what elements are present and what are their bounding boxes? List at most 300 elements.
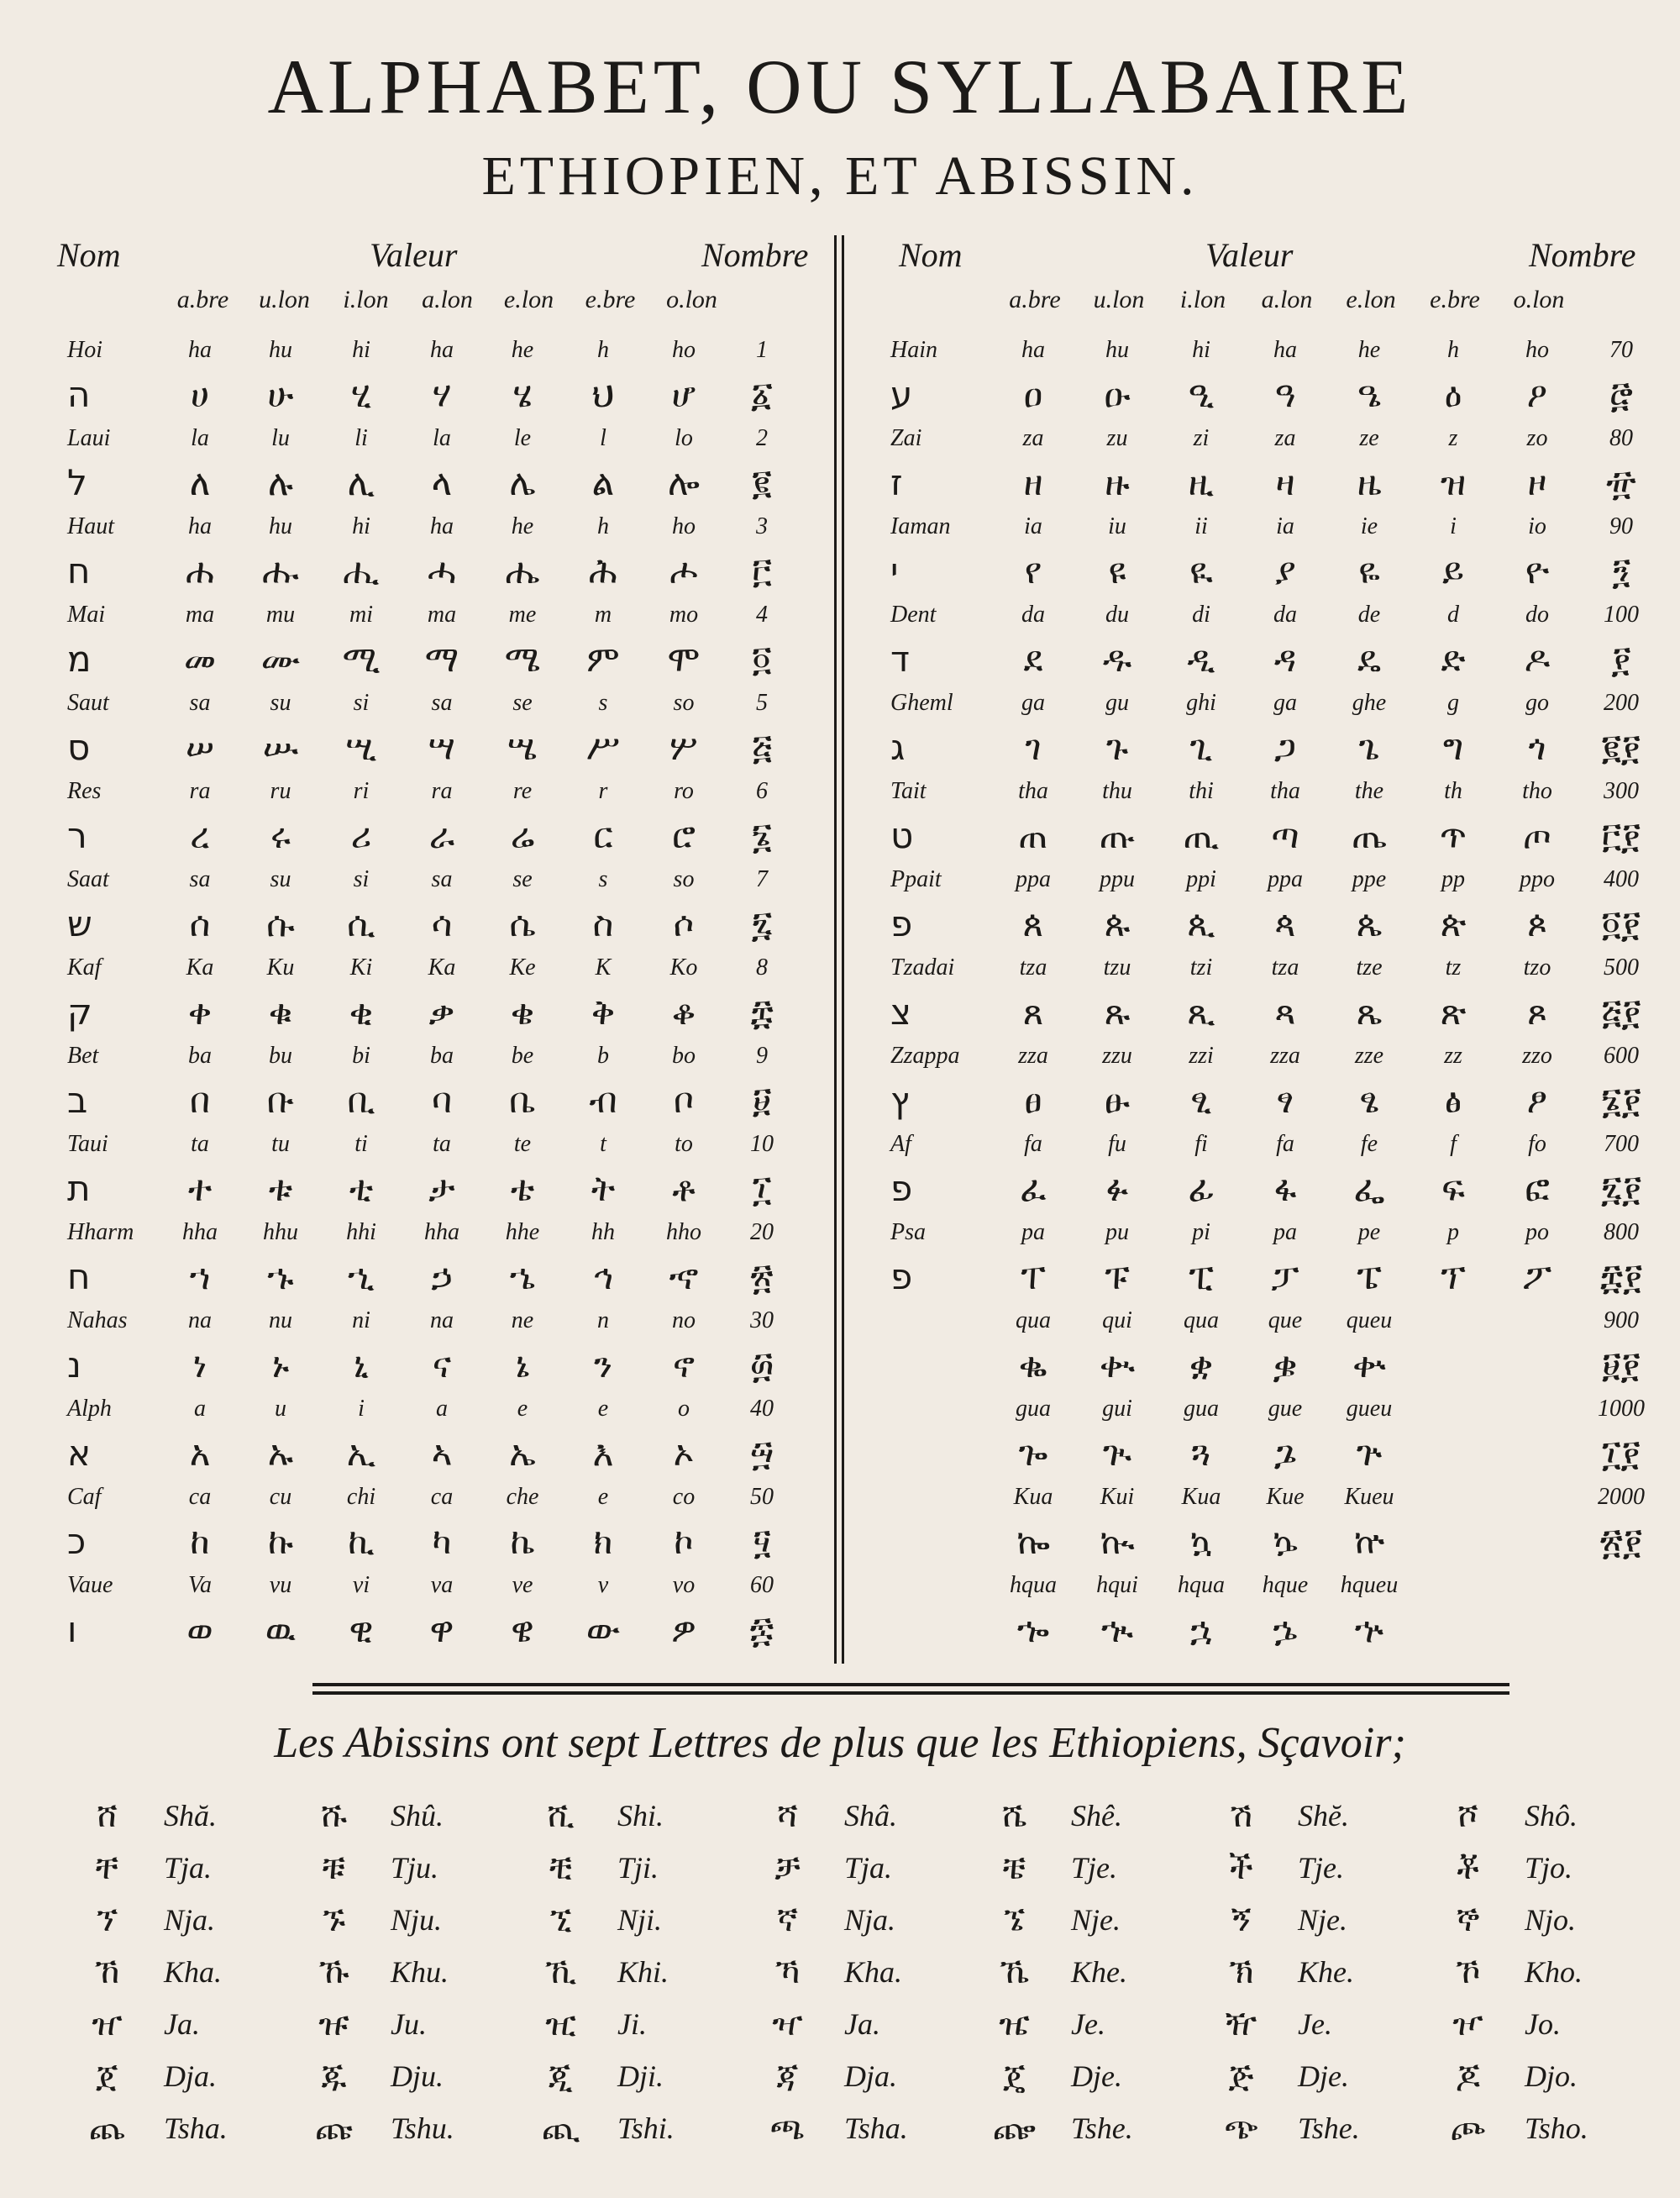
- glyph-row: [50, 1603, 832, 1656]
- ethiopic-numeral: ፫: [752, 550, 772, 592]
- syllable-value: i: [358, 1396, 365, 1422]
- syllable-value: chi: [346, 1484, 376, 1510]
- ethiopic-glyph: ኡ: [267, 1432, 294, 1474]
- number-value: 3: [756, 513, 768, 539]
- syllable-value: hi: [352, 513, 370, 539]
- syllable-value: Ka: [186, 954, 214, 981]
- ethiopic-glyph: ድ: [1441, 638, 1466, 680]
- ethiopic-glyph: ሡ: [262, 726, 299, 768]
- letter-name: Caf: [67, 1484, 102, 1510]
- abyssinian-glyph: ሺ: [547, 1796, 575, 1835]
- ethiopic-glyph: ባ: [431, 1079, 453, 1121]
- letter-name: Mai: [67, 602, 106, 628]
- abyssinian-glyph: ቾ: [1457, 1848, 1479, 1887]
- syllable-value: Kua: [1181, 1484, 1221, 1510]
- ethiopic-glyph: ጣ: [1271, 814, 1299, 856]
- syllable-value: ra: [431, 778, 453, 804]
- letter-entry: [874, 1215, 1663, 1303]
- syllable-value: Kueu: [1344, 1484, 1394, 1510]
- syllable-value: bu: [269, 1043, 292, 1069]
- ethiopic-glyph: ካ: [432, 1520, 452, 1562]
- ethiopic-glyph: ፁ: [1104, 1079, 1131, 1121]
- ethiopic-glyph: ሊ: [347, 461, 375, 503]
- ethiopic-glyph: ሴ: [509, 902, 536, 944]
- letter-name: Saut: [67, 690, 109, 716]
- abyssinian-value: Dje.: [1071, 2059, 1122, 2093]
- hebrew-letter: מ: [67, 639, 92, 680]
- ethiopic-glyph: ጶ: [1527, 902, 1547, 944]
- letter-entry: [50, 1480, 832, 1568]
- abyssinian-glyph: ሾ: [1457, 1796, 1478, 1835]
- transliteration-row: [874, 862, 1663, 897]
- vowel-label: e.lon: [1346, 286, 1396, 313]
- ethiopic-numeral: ፭: [751, 726, 773, 768]
- abyssinian-value: Tshe.: [1071, 2111, 1133, 2145]
- syllable-value: ca: [430, 1484, 454, 1510]
- number-value: 8: [756, 954, 768, 981]
- ethiopic-numeral: ፪፻: [1601, 726, 1641, 768]
- abyssinian-value: Shă.: [164, 1799, 217, 1833]
- ethiopic-glyph: ዙ: [1105, 461, 1130, 503]
- ethiopic-glyph: ሑ: [262, 550, 299, 592]
- syllable-value: Ka: [428, 954, 456, 981]
- ethiopic-glyph: ደ: [1023, 638, 1043, 680]
- ethiopic-glyph: ጕ: [1356, 1432, 1383, 1474]
- syllable-value: he: [511, 513, 534, 539]
- syllable-value: Va: [188, 1572, 212, 1598]
- number-value: 2000: [1598, 1484, 1645, 1510]
- ethiopic-numeral: ፶: [753, 1520, 771, 1562]
- syllable-value: va: [430, 1572, 454, 1598]
- ethiopic-glyph: ጼ: [1356, 991, 1383, 1033]
- ethiopic-glyph: ጺ: [1187, 991, 1215, 1033]
- letter-entry: [50, 421, 832, 509]
- glyph-row: [874, 986, 1663, 1039]
- hebrew-letter: ד: [890, 639, 910, 680]
- glyph-row: [50, 1250, 832, 1303]
- abyssinian-glyph: ጫ: [769, 2109, 806, 2148]
- abyssinian-value: Khi.: [617, 1955, 669, 1989]
- ethiopic-glyph: ሁ: [267, 373, 294, 415]
- abyssinian-glyph: ሽ: [1230, 1796, 1252, 1835]
- syllable-value: di: [1192, 602, 1210, 628]
- ethiopic-glyph: ኰ: [1016, 1520, 1051, 1562]
- syllable-value: hhi: [346, 1219, 376, 1245]
- syllable-value: vu: [269, 1572, 292, 1598]
- syllable-value: Kua: [1013, 1484, 1053, 1510]
- hebrew-letter: נ: [67, 1344, 81, 1386]
- transliteration-row: [874, 1039, 1663, 1074]
- syllable-value: ve: [512, 1572, 533, 1598]
- syllable-value: ii: [1194, 513, 1208, 539]
- number-value: 4: [756, 602, 768, 628]
- syllable-value: ie: [1360, 513, 1378, 539]
- ethiopic-glyph: ዌ: [511, 1608, 534, 1650]
- syllable-value: ha: [188, 337, 212, 363]
- ethiopic-glyph: ሀ: [191, 373, 209, 415]
- hebrew-letter: ט: [890, 815, 914, 856]
- ethiopic-glyph: ኲ: [1100, 1520, 1135, 1562]
- syllable-value: na: [188, 1307, 212, 1333]
- syllable-value: vi: [352, 1572, 370, 1598]
- number-value: 70: [1609, 337, 1633, 363]
- hebrew-letter: ס: [67, 727, 91, 768]
- syllable-value: so: [673, 866, 695, 892]
- ethiopic-glyph: ቃ: [428, 991, 455, 1033]
- letter-entry: [50, 1127, 832, 1215]
- letter-name: Dent: [890, 602, 937, 628]
- syllable-value: e: [597, 1484, 609, 1510]
- syllable-value: zz: [1444, 1043, 1462, 1069]
- ethiopic-glyph: ሢ: [345, 726, 377, 768]
- ethiopic-glyph: ፃ: [1276, 1079, 1294, 1121]
- abyssinian-value: Tjo.: [1525, 1851, 1573, 1885]
- syllable-value: ha: [188, 513, 212, 539]
- transliteration-row: [50, 1568, 832, 1603]
- number-value: 60: [750, 1572, 774, 1598]
- glyph-row: [874, 1162, 1663, 1215]
- syllable-value: nu: [269, 1307, 292, 1333]
- syllable-value: ia: [1024, 513, 1042, 539]
- hebrew-letter: ה: [67, 374, 91, 415]
- ethiopic-glyph: ኣ: [431, 1432, 453, 1474]
- ethiopic-glyph: ሕ: [588, 550, 618, 592]
- ethiopic-glyph: ሤ: [507, 726, 538, 768]
- hebrew-letter: ל: [67, 462, 87, 503]
- glyph-row: [50, 1074, 832, 1127]
- vowel-label: i.lon: [343, 286, 389, 313]
- ethiopic-glyph: ስ: [592, 902, 614, 944]
- center-divider: [842, 235, 844, 1664]
- syllable-value: d: [1447, 602, 1459, 628]
- abyssinian-value: Shû.: [391, 1799, 444, 1833]
- syllable-value: no: [672, 1307, 696, 1333]
- ethiopic-glyph: ቤ: [509, 1079, 536, 1121]
- header-nom: Nom: [899, 236, 963, 274]
- transliteration-row: [874, 686, 1663, 721]
- abyssinian-value: Kho.: [1525, 1955, 1583, 1989]
- hebrew-letter: א: [67, 1433, 92, 1474]
- syllable-value: e: [597, 1396, 609, 1422]
- ethiopic-glyph: ጔ: [1273, 1432, 1297, 1474]
- header-nombre: Nombre: [1529, 236, 1636, 274]
- ethiopic-glyph: ቄ: [510, 991, 535, 1033]
- hebrew-letter: ש: [67, 903, 92, 944]
- syllable-value: hha: [182, 1219, 218, 1245]
- abyssinian-glyph: ኚ: [549, 1901, 572, 1939]
- syllable-value: pe: [1357, 1219, 1381, 1245]
- letter-entry: [874, 686, 1663, 774]
- letter-entry: [50, 950, 832, 1039]
- ethiopic-glyph: ጎ: [1528, 726, 1546, 768]
- ethiopic-glyph: ቋ: [1189, 1344, 1214, 1386]
- letter-entry: [874, 1039, 1663, 1127]
- ethiopic-glyph: ኈ: [1016, 1608, 1050, 1650]
- ethiopic-glyph: ሔ: [505, 550, 540, 592]
- abyssinian-glyph: ኻ: [774, 1953, 801, 1991]
- syllable-value: tze: [1356, 954, 1383, 981]
- ethiopic-glyph: ፐ: [1021, 1255, 1046, 1297]
- syllable-value: thi: [1189, 778, 1214, 804]
- abyssinian-value: Tje.: [1298, 1851, 1345, 1885]
- ethiopic-glyph: ቅ: [591, 991, 616, 1033]
- ethiopic-glyph: ክ: [593, 1520, 613, 1562]
- syllable-value: po: [1525, 1219, 1549, 1245]
- ethiopic-glyph: ሌ: [509, 461, 536, 503]
- transliteration-row: [50, 950, 832, 986]
- ethiopic-glyph: ዓ: [1274, 373, 1296, 415]
- syllable-value: t: [600, 1131, 606, 1157]
- ethiopic-glyph: ቢ: [347, 1079, 375, 1121]
- ethiopic-numeral: ፯፻: [1600, 1167, 1642, 1209]
- ethiopic-glyph: ጒ: [1102, 1432, 1132, 1474]
- ethiopic-glyph: ጐ: [1018, 1432, 1048, 1474]
- vowel-label: e.bre: [585, 286, 636, 313]
- syllable-value: s: [598, 690, 608, 716]
- syllable-value: zzu: [1102, 1043, 1132, 1069]
- ethiopic-glyph: ዔ: [1357, 373, 1382, 415]
- syllable-value: su: [270, 690, 291, 716]
- syllable-value: Ku: [266, 954, 295, 981]
- abyssinian-value: Kha.: [844, 1955, 903, 1989]
- ethiopic-glyph: ቴ: [510, 1167, 535, 1209]
- center-divider: [834, 235, 837, 1664]
- syllable-value: hqueu: [1340, 1572, 1399, 1598]
- transliteration-row: [50, 1391, 832, 1427]
- syllable-value: h: [597, 513, 609, 539]
- letter-entry: [874, 1127, 1663, 1215]
- syllable-value: queu: [1346, 1307, 1393, 1333]
- ethiopic-glyph: ጾ: [1527, 991, 1547, 1033]
- ethiopic-glyph: ሜ: [504, 638, 541, 680]
- syllable-value: gua: [1016, 1396, 1051, 1422]
- glyph-row: [874, 1250, 1663, 1303]
- abyssinian-value: Khu.: [391, 1955, 449, 1989]
- syllable-value: gui: [1102, 1396, 1132, 1422]
- vowel-label: i.lon: [1179, 286, 1226, 313]
- abyssinian-glyph: ጃ: [776, 2057, 799, 2095]
- glyph-row: [50, 368, 832, 421]
- abyssinian-glyph: ኘ: [96, 1901, 118, 1939]
- syllable-value: ru: [270, 778, 291, 804]
- ethiopic-glyph: ሎ: [667, 461, 701, 503]
- ethiopic-glyph: ሒ: [343, 550, 380, 592]
- abyssinian-glyph: ጁ: [321, 2057, 347, 2095]
- letter-name: Hain: [890, 337, 937, 363]
- syllable-value: si: [353, 866, 370, 892]
- transliteration-row: [50, 1127, 832, 1162]
- number-value: 2: [756, 425, 768, 451]
- glyph-row: [50, 544, 832, 597]
- letter-entry: [50, 333, 832, 421]
- ethiopic-glyph: ኂ: [348, 1255, 375, 1297]
- ethiopic-glyph: ር: [593, 814, 613, 856]
- ethiopic-glyph: ቱ: [268, 1167, 293, 1209]
- hebrew-letter: ק: [67, 991, 92, 1033]
- letter-name: Hoi: [67, 337, 102, 363]
- abyssinian-value: Nje.: [1298, 1903, 1347, 1937]
- ethiopic-glyph: ኃ: [431, 1255, 453, 1297]
- syllable-value: ppe: [1352, 866, 1387, 892]
- ethiopic-numeral: ፫፻: [1601, 814, 1641, 856]
- syllable-value: Kui: [1100, 1484, 1135, 1510]
- transliteration-row: [874, 1480, 1663, 1515]
- letter-entry: [50, 1215, 832, 1303]
- abyssinian-glyph: ቹ: [322, 1848, 346, 1887]
- ethiopic-numeral: ፯: [751, 902, 773, 944]
- ethiopic-glyph: ፎ: [1525, 1167, 1550, 1209]
- extra-letter-row: [50, 1790, 1646, 1842]
- syllable-value: do: [1525, 602, 1549, 628]
- transliteration-row: [874, 333, 1663, 368]
- abyssinian-glyph: ጩ: [315, 2109, 353, 2148]
- syllable-value: su: [270, 866, 291, 892]
- syllable-value: K: [595, 954, 612, 981]
- ethiopic-glyph: ቲ: [349, 1167, 374, 1209]
- vowel-label: u.lon: [259, 286, 310, 313]
- ethiopic-glyph: ሦ: [669, 726, 698, 768]
- abyssinian-value: Ju.: [391, 2007, 427, 2041]
- abyssinian-glyph: ኹ: [318, 1953, 349, 1991]
- abyssinian-glyph: ጨ: [89, 2109, 125, 2148]
- ethiopic-glyph: ሰ: [189, 902, 211, 944]
- glyph-row: [874, 456, 1663, 509]
- syllable-value: pi: [1192, 1219, 1210, 1245]
- syllable-value: i: [1450, 513, 1457, 539]
- abyssinian-glyph: ኙ: [322, 1901, 346, 1939]
- number-value: 20: [750, 1219, 774, 1245]
- abyssinian-value: Khe.: [1071, 1955, 1127, 1989]
- transliteration-row: [50, 1215, 832, 1250]
- ethiopic-glyph: ዚ: [1188, 461, 1215, 503]
- syllable-value: fu: [1108, 1131, 1126, 1157]
- ethiopic-glyph: ኮ: [674, 1520, 694, 1562]
- letter-name: Kaf: [67, 954, 102, 981]
- number-value: 800: [1604, 1219, 1639, 1245]
- letter-entry: [874, 1568, 1663, 1656]
- syllable-value: hi: [1192, 337, 1210, 363]
- ethiopic-numeral: ፻: [1611, 638, 1631, 680]
- ethiopic-glyph: ዶ: [1524, 638, 1551, 680]
- letter-entry: [50, 862, 832, 950]
- ethiopic-glyph: ዲ: [1187, 638, 1215, 680]
- hebrew-letter: ת: [67, 1168, 91, 1209]
- syllable-value: ca: [188, 1484, 212, 1510]
- number-value: 100: [1604, 602, 1639, 628]
- letter-entry: [874, 774, 1663, 862]
- syllable-value: vo: [672, 1572, 696, 1598]
- syllable-value: zi: [1193, 425, 1210, 451]
- abyssinian-value: Ja.: [164, 2007, 200, 2041]
- letter-name: Nahas: [67, 1307, 128, 1333]
- syllable-value: Ke: [509, 954, 536, 981]
- syllable-value: zzi: [1189, 1043, 1214, 1069]
- ethiopic-glyph: ሥ: [586, 726, 620, 768]
- syllable-value: the: [1354, 778, 1384, 804]
- syllable-value: da: [1273, 602, 1297, 628]
- syllable-value: hhu: [263, 1219, 298, 1245]
- abyssinian-value: Dju.: [391, 2059, 444, 2093]
- syllable-value: ma: [185, 602, 215, 628]
- ethiopic-glyph: ሐ: [186, 550, 214, 592]
- ethiopic-glyph: ዉ: [265, 1608, 297, 1650]
- syllable-value: se: [512, 866, 533, 892]
- letter-name: Gheml: [890, 690, 953, 716]
- abyssinian-glyph: ዥ: [1225, 2005, 1257, 2043]
- glyph-row: [50, 809, 832, 862]
- abyssinian-value: Dji.: [617, 2059, 664, 2093]
- letter-entry: [874, 1303, 1663, 1391]
- hebrew-letter: פ: [890, 903, 913, 944]
- number-value: 90: [1609, 513, 1633, 539]
- syllable-value: ppa: [1016, 866, 1051, 892]
- hebrew-letter: ג: [890, 727, 906, 768]
- vowel-label: e.bre: [1430, 286, 1480, 313]
- abyssinian-value: Shê.: [1071, 1799, 1122, 1833]
- number-value: 200: [1604, 690, 1639, 716]
- letter-entry: [874, 421, 1663, 509]
- syllable-value: hqua: [1178, 1572, 1225, 1598]
- hebrew-letter: צ: [890, 991, 911, 1033]
- syllable-value: fe: [1360, 1131, 1378, 1157]
- abyssinian-value: Shĕ.: [1298, 1799, 1349, 1833]
- ethiopic-glyph: ኦ: [673, 1432, 695, 1474]
- abyssinian-value: Tshu.: [391, 2111, 454, 2145]
- abyssinian-value: Nja.: [844, 1903, 896, 1937]
- glyph-row: [874, 1074, 1663, 1127]
- letter-name: Laui: [67, 425, 111, 451]
- ethiopic-glyph: ሖ: [669, 550, 698, 592]
- syllable-value: gueu: [1346, 1396, 1393, 1422]
- ethiopic-glyph: ሪ: [350, 814, 372, 856]
- syllable-value: ta: [191, 1131, 209, 1157]
- letter-entry: [50, 1391, 832, 1480]
- abyssinian-glyph: ሸ: [97, 1796, 118, 1835]
- syllable-value: qua: [1016, 1307, 1051, 1333]
- ethiopic-glyph: ፂ: [1190, 1079, 1212, 1121]
- ethiopic-numeral: ፰፻: [1599, 1255, 1643, 1297]
- syllable-value: gue: [1268, 1396, 1303, 1422]
- syllable-value: tza: [1271, 954, 1299, 981]
- glyph-row: [874, 1603, 1663, 1656]
- abyssinian-value: Dje.: [1298, 2059, 1349, 2093]
- glyph-row: [874, 1427, 1663, 1480]
- ethiopic-numeral: ፱፻: [1602, 1344, 1641, 1386]
- syllable-value: pu: [1105, 1219, 1129, 1245]
- transliteration-row: [50, 421, 832, 456]
- abyssinian-value: Shâ.: [844, 1799, 897, 1833]
- syllable-value: ia: [1276, 513, 1294, 539]
- syllable-value: ha: [430, 513, 454, 539]
- syllable-value: za: [1022, 425, 1044, 451]
- glyph-row: [874, 368, 1663, 421]
- abyssinian-glyph: ኞ: [1456, 1901, 1480, 1939]
- letter-name: Iaman: [890, 513, 951, 539]
- syllable-value: du: [1105, 602, 1129, 628]
- ethiopic-glyph: ቶ: [672, 1167, 696, 1209]
- abyssinian-value: Dja.: [164, 2059, 217, 2093]
- ethiopic-glyph: ኀ: [189, 1255, 211, 1297]
- ethiopic-glyph: ፓ: [1271, 1255, 1299, 1297]
- syllable-value: ro: [674, 778, 694, 804]
- ethiopic-numeral: ፰: [750, 991, 774, 1033]
- ethiopic-glyph: ዒ: [1188, 373, 1215, 415]
- syllable-value: ha: [1273, 337, 1297, 363]
- glyph-row: [874, 1338, 1663, 1391]
- vowel-label: e.lon: [503, 286, 554, 313]
- transliteration-row: [874, 950, 1663, 986]
- ethiopic-glyph: ዐ: [1023, 373, 1043, 415]
